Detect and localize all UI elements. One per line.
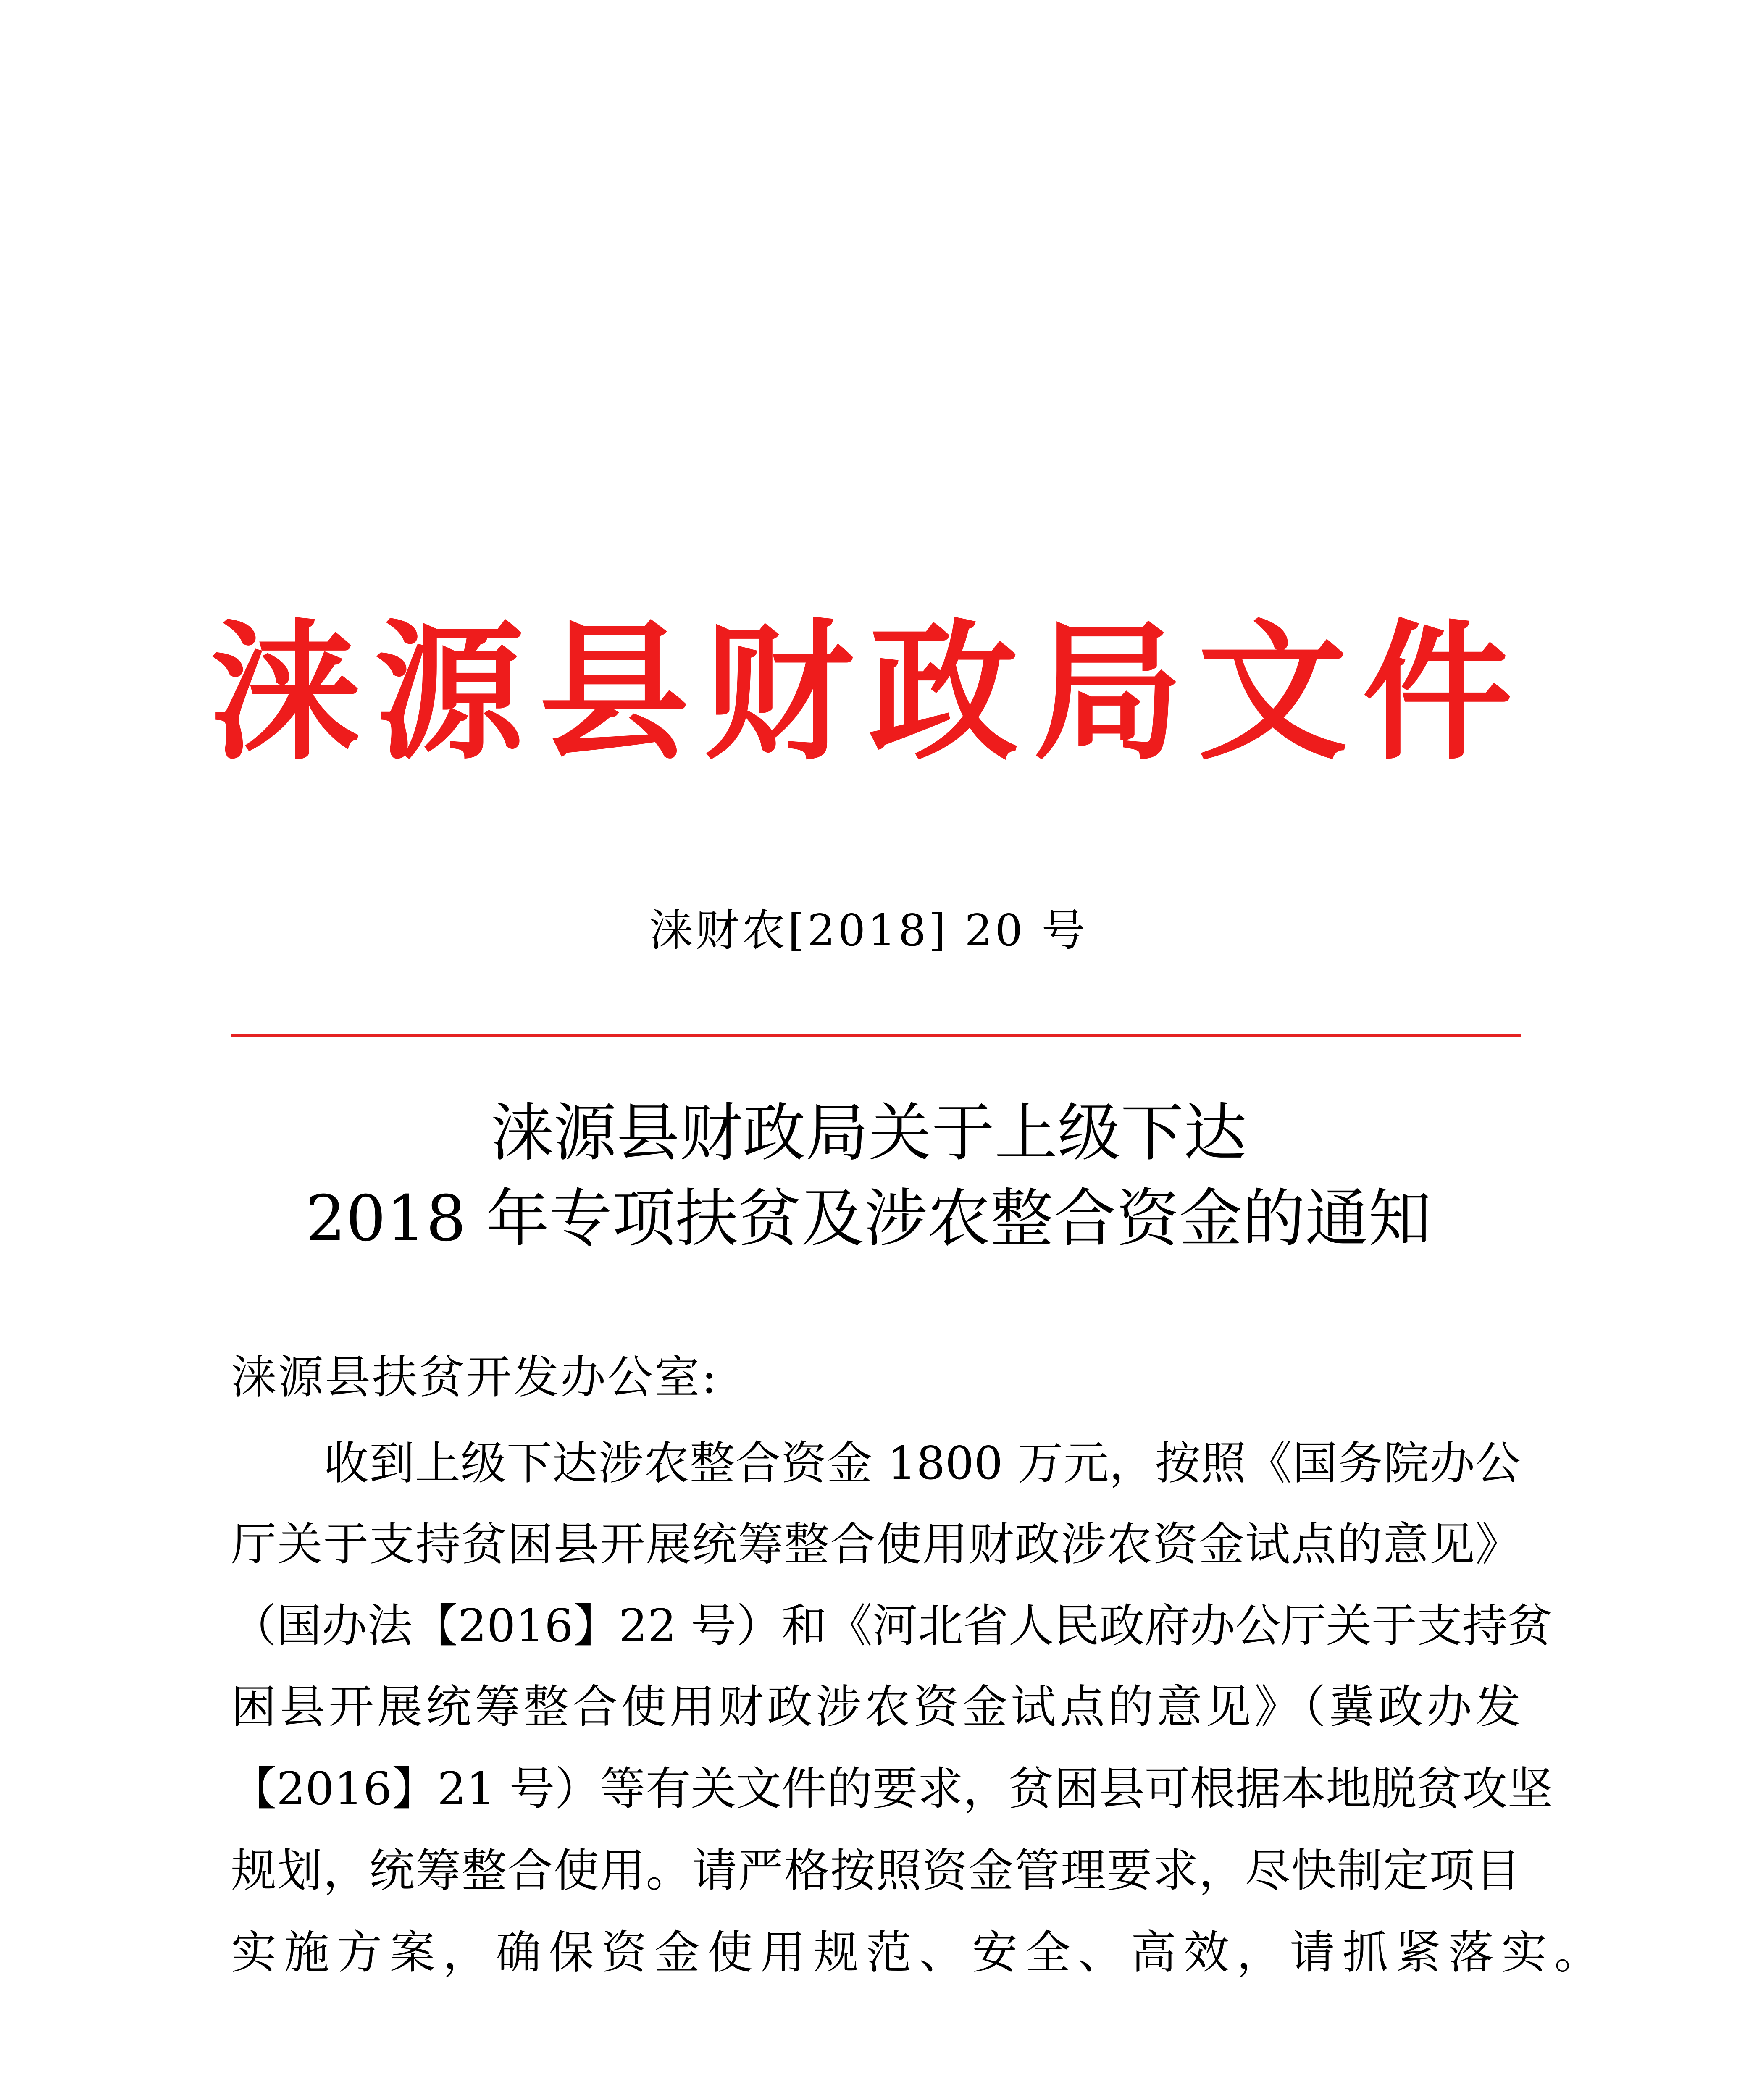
document-title-line-2: 2018 年专项扶贫及涉农整合资金的通知 [305,1182,1432,1255]
body-line-3: （国办法【2016】22 号）和《河北省人民政府办公厅关于支持贫 [231,1600,1553,1652]
body-line-5: 【2016】21 号）等有关文件的要求，贫困县可根据本地脱贫攻坚 [231,1763,1553,1815]
recipient-salutation: 涞源县扶贫开发办公室: [231,1351,719,1404]
document-title-line-1: 涞源县财政局关于上级下达 [490,1097,1247,1170]
document-masthead: 涞源县财政局文件 [210,606,1527,780]
red-divider-line [231,1034,1521,1037]
body-line-7: 实施方案，确保资金使用规范、安全、高效，请抓紧落实。 [231,1927,1608,1979]
body-line-1: 收到上级下达涉农整合资金 1800 万元，按照《国务院办公 [323,1437,1521,1490]
body-line-2: 厅关于支持贫困县开展统筹整合使用财政涉农资金试点的意见》 [231,1518,1521,1571]
body-line-6: 规划，统筹整合使用。请严格按照资金管理要求，尽快制定项目 [231,1845,1521,1897]
body-line-4: 困县开展统筹整合使用财政涉农资金试点的意见》（冀政办发 [231,1681,1521,1733]
document-number: 涞财农[2018] 20 号 [649,905,1088,956]
